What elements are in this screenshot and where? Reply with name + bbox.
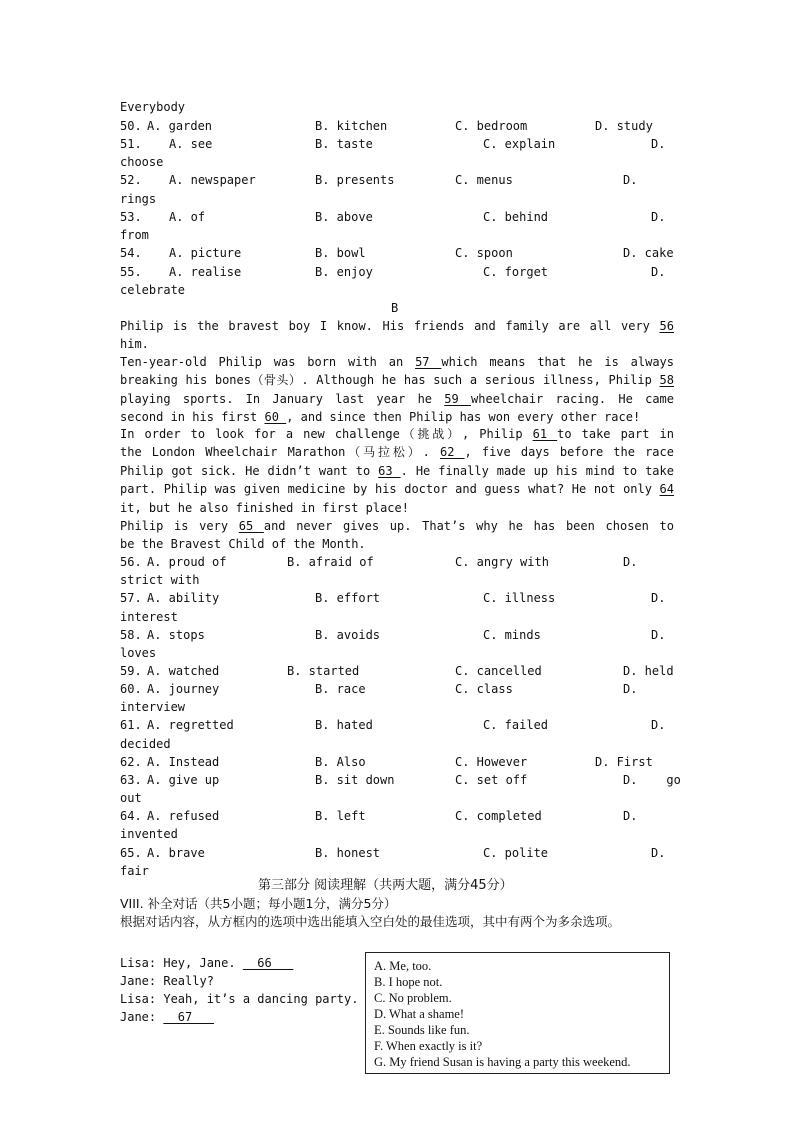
option-a[interactable]: A. Instead xyxy=(147,755,220,769)
option-d-continued[interactable]: celebrate xyxy=(120,283,186,297)
passage-text: . He finally made up his mind to take xyxy=(400,464,674,478)
option-d[interactable]: D. xyxy=(651,265,666,279)
option-a[interactable]: A. realise xyxy=(169,265,242,279)
question-number: 64. xyxy=(120,809,142,823)
option-d[interactable]: D. xyxy=(623,682,638,696)
option-a[interactable]: A. brave xyxy=(147,846,205,860)
option-d-continued[interactable]: out xyxy=(120,791,142,805)
passage-line xyxy=(120,443,674,461)
option-b[interactable]: B. enjoy xyxy=(315,265,373,279)
passage-line xyxy=(120,408,674,426)
dialogue-line xyxy=(120,954,293,972)
question-number: 65. xyxy=(120,846,142,860)
option-d-continued[interactable]: interview xyxy=(120,700,186,714)
passage-text: . xyxy=(422,445,440,459)
option-c[interactable]: C. cancelled xyxy=(455,664,542,678)
option-b[interactable]: B. race xyxy=(315,682,366,696)
option-d-continued[interactable]: invented xyxy=(120,827,178,841)
passage-text: which means that he is always xyxy=(441,355,675,369)
option-c[interactable]: C. completed xyxy=(455,809,542,823)
question-number: 51. xyxy=(120,137,142,151)
dialogue-text: Yeah, it’s a dancing party. xyxy=(156,992,359,1006)
question-number: 50. xyxy=(120,119,142,133)
blank-57[interactable]: 57 xyxy=(415,355,442,369)
option-g[interactable]: G. My friend Susan is having a party this weekend. xyxy=(374,1055,631,1069)
passage-text: to take part in xyxy=(557,427,674,441)
passage-text: the London Wheelchair Marathon xyxy=(120,445,346,459)
dialogue-line xyxy=(120,972,214,990)
option-c[interactable]: C. spoon xyxy=(455,246,513,260)
passage-line xyxy=(120,353,674,371)
option-b[interactable]: B. avoids xyxy=(315,628,381,642)
option-d[interactable]: D. xyxy=(651,846,666,860)
speaker-name: Lisa: xyxy=(120,992,157,1006)
passage-line xyxy=(120,371,674,389)
option-c[interactable]: C. bedroom xyxy=(455,119,528,133)
option-d[interactable]: D. xyxy=(651,137,666,151)
passage-line: it, but he also finished in first place! xyxy=(120,501,409,515)
question-number: 62. xyxy=(120,755,142,769)
option-b[interactable]: B. kitchen xyxy=(315,119,388,133)
option-d-continued[interactable]: from xyxy=(120,228,149,242)
question-number: 53. xyxy=(120,210,142,224)
option-c[interactable]: C. angry with xyxy=(455,555,549,569)
section8-heading: VIII. 补全对话（共5小题；每小题1分，满分5分） xyxy=(120,896,397,911)
section-b-label: B xyxy=(391,301,399,315)
question-number: 58. xyxy=(120,628,142,642)
blank-56[interactable]: 56 xyxy=(659,319,674,333)
passage-text: and never gives up. That’s why he has been chosen to xyxy=(263,519,674,533)
option-a[interactable]: A. ability xyxy=(147,591,220,605)
passage-text: , five days before the race xyxy=(464,445,674,459)
question-number: 63. xyxy=(120,773,142,787)
blank-59[interactable]: 59 xyxy=(444,392,472,406)
passage-text: playing sports. In January last year he xyxy=(120,392,445,406)
option-b[interactable]: B. I hope not. xyxy=(374,975,443,989)
option-d[interactable]: D. xyxy=(651,210,666,224)
option-c[interactable]: C. behind xyxy=(483,210,549,224)
dialogue-line xyxy=(120,1008,214,1026)
blank-65[interactable]: 65 xyxy=(238,519,264,533)
option-e[interactable]: E. Sounds like fun. xyxy=(374,1023,470,1037)
passage-text: Philip got sick. He didn’t want to xyxy=(120,464,379,478)
option-c[interactable]: C. forget xyxy=(483,265,549,279)
passage-line xyxy=(120,480,674,498)
passage-text: Philip is the bravest boy I know. His friends and family are all very xyxy=(120,319,660,333)
blank-66[interactable]: 66 xyxy=(242,956,294,970)
option-d[interactable]: D. go xyxy=(623,773,681,787)
passage-line xyxy=(120,462,674,480)
passage-text: wheelchair racing. He came xyxy=(471,392,674,406)
intro-word: Everybody xyxy=(120,100,186,114)
option-b[interactable]: B. left xyxy=(315,809,366,823)
passage-text: In order to look for a new challenge xyxy=(120,427,400,441)
option-c[interactable]: C. illness xyxy=(483,591,556,605)
option-a[interactable]: A. regretted xyxy=(147,718,234,732)
passage-line xyxy=(120,517,674,535)
question-number: 52. xyxy=(120,173,142,187)
option-b[interactable]: B. bowl xyxy=(315,246,366,260)
passage-line: be the Bravest Child of the Month. xyxy=(120,537,366,551)
part3-heading: 第三部分 阅读理解（共两大题，满分45分） xyxy=(258,878,513,893)
option-b[interactable]: B. presents xyxy=(315,173,395,187)
passage-text: part. Philip was given medicine by his doctor and guess what? He not only xyxy=(120,482,660,496)
passage-gloss: （骨头） xyxy=(250,373,302,387)
option-d-continued[interactable]: rings xyxy=(120,192,157,206)
option-f[interactable]: F. When exactly is it? xyxy=(374,1039,483,1053)
option-b[interactable]: B. taste xyxy=(315,137,373,151)
blank-67[interactable]: 67 xyxy=(163,1010,214,1024)
passage-line xyxy=(120,425,674,443)
option-b[interactable]: B. afraid of xyxy=(287,555,374,569)
question-number: 60. xyxy=(120,682,142,696)
question-number: 59. xyxy=(120,664,142,678)
option-d[interactable]: D. xyxy=(651,591,666,605)
question-number: 56. xyxy=(120,555,142,569)
option-d-continued[interactable]: strict with xyxy=(120,573,200,587)
passage-text: Philip is very xyxy=(120,519,239,533)
option-d-continued[interactable]: fair xyxy=(120,864,149,878)
passage-gloss: （马拉松） xyxy=(345,445,423,459)
option-a[interactable]: A. stops xyxy=(147,628,205,642)
option-b[interactable]: B. effort xyxy=(315,591,381,605)
blank-60[interactable]: 60 xyxy=(264,410,287,424)
option-c[interactable]: C. polite xyxy=(483,846,549,860)
dialogue-line xyxy=(120,990,358,1008)
passage-line xyxy=(120,317,674,335)
passage-text: Ten-year-old Philip was born with an xyxy=(120,355,416,369)
dialogue-text: Hey, Jane. xyxy=(156,956,243,970)
blank-61[interactable]: 61 xyxy=(532,427,558,441)
question-number: 55. xyxy=(120,265,142,279)
option-d[interactable]: D. What a shame! xyxy=(374,1007,465,1021)
speaker-name: Jane: xyxy=(120,1010,157,1024)
options-box xyxy=(365,952,670,1074)
speaker-name: Lisa: xyxy=(120,956,157,970)
passage-text: breaking his bones xyxy=(120,373,251,387)
option-d[interactable]: D. xyxy=(651,628,666,642)
option-d[interactable]: D. cake xyxy=(623,246,674,260)
blank-63[interactable]: 63 xyxy=(378,464,401,478)
option-d-continued[interactable]: loves xyxy=(120,646,157,660)
blank-64[interactable]: 64 xyxy=(659,482,674,496)
option-b[interactable]: B. sit down xyxy=(315,773,395,787)
option-d-continued[interactable]: choose xyxy=(120,155,164,169)
option-a[interactable]: A. journey xyxy=(147,682,220,696)
dialogue-text: Really? xyxy=(156,974,214,988)
option-c[interactable]: C. set off xyxy=(455,773,528,787)
option-c[interactable]: C. No problem. xyxy=(374,991,452,1005)
option-d[interactable]: D. xyxy=(623,809,638,823)
option-a[interactable]: A. of xyxy=(169,210,206,224)
option-a[interactable]: A. newspaper xyxy=(169,173,256,187)
option-a[interactable]: A. garden xyxy=(147,119,213,133)
passage-text: , Philip xyxy=(461,427,533,441)
option-b[interactable]: B. started xyxy=(287,664,360,678)
option-b[interactable]: B. Also xyxy=(315,755,366,769)
option-b[interactable]: B. above xyxy=(315,210,373,224)
option-d[interactable]: D. xyxy=(623,173,638,187)
option-a[interactable]: A. watched xyxy=(147,664,220,678)
option-d-continued[interactable]: decided xyxy=(120,737,171,751)
option-a[interactable]: A. give up xyxy=(147,773,220,787)
option-a[interactable]: A. proud of xyxy=(147,555,227,569)
option-d[interactable]: D. study xyxy=(595,119,653,133)
question-number: 54. xyxy=(120,246,142,260)
option-d[interactable]: D. held xyxy=(623,664,674,678)
option-d[interactable]: D. First xyxy=(595,755,653,769)
option-a[interactable]: A. Me, too. xyxy=(374,959,432,973)
section8-instruction: 根据对话内容，从方框内的选项中选出能填入空白处的最佳选项，其中有两个为多余选项。 xyxy=(120,914,621,929)
option-a[interactable]: A. see xyxy=(169,137,213,151)
option-c[interactable]: C. menus xyxy=(455,173,513,187)
question-number: 61. xyxy=(120,718,142,732)
passage-line xyxy=(120,390,674,408)
blank-58[interactable]: 58 xyxy=(659,373,674,387)
option-b[interactable]: B. hated xyxy=(315,718,373,732)
speaker-name: Jane: xyxy=(120,974,157,988)
option-d[interactable]: D. xyxy=(623,555,638,569)
option-a[interactable]: A. picture xyxy=(169,246,242,260)
option-c[interactable]: C. class xyxy=(455,682,513,696)
question-number: 57. xyxy=(120,591,142,605)
blank-62[interactable]: 62 xyxy=(439,445,465,459)
passage-text: . Although he has such a serious illness, Philip xyxy=(301,373,660,387)
option-c[interactable]: C. minds xyxy=(483,628,541,642)
option-c[interactable]: C. However xyxy=(455,755,528,769)
passage-line: him. xyxy=(120,337,149,351)
passage-text: , and since then Philip has won every other race! xyxy=(286,410,641,424)
passage-gloss: （挑战） xyxy=(399,427,462,441)
option-d-continued[interactable]: interest xyxy=(120,610,178,624)
option-b[interactable]: B. honest xyxy=(315,846,381,860)
option-d[interactable]: D. xyxy=(651,718,666,732)
option-c[interactable]: C. explain xyxy=(483,137,556,151)
passage-text: second in his first xyxy=(120,410,265,424)
option-a[interactable]: A. refused xyxy=(147,809,220,823)
option-c[interactable]: C. failed xyxy=(483,718,549,732)
